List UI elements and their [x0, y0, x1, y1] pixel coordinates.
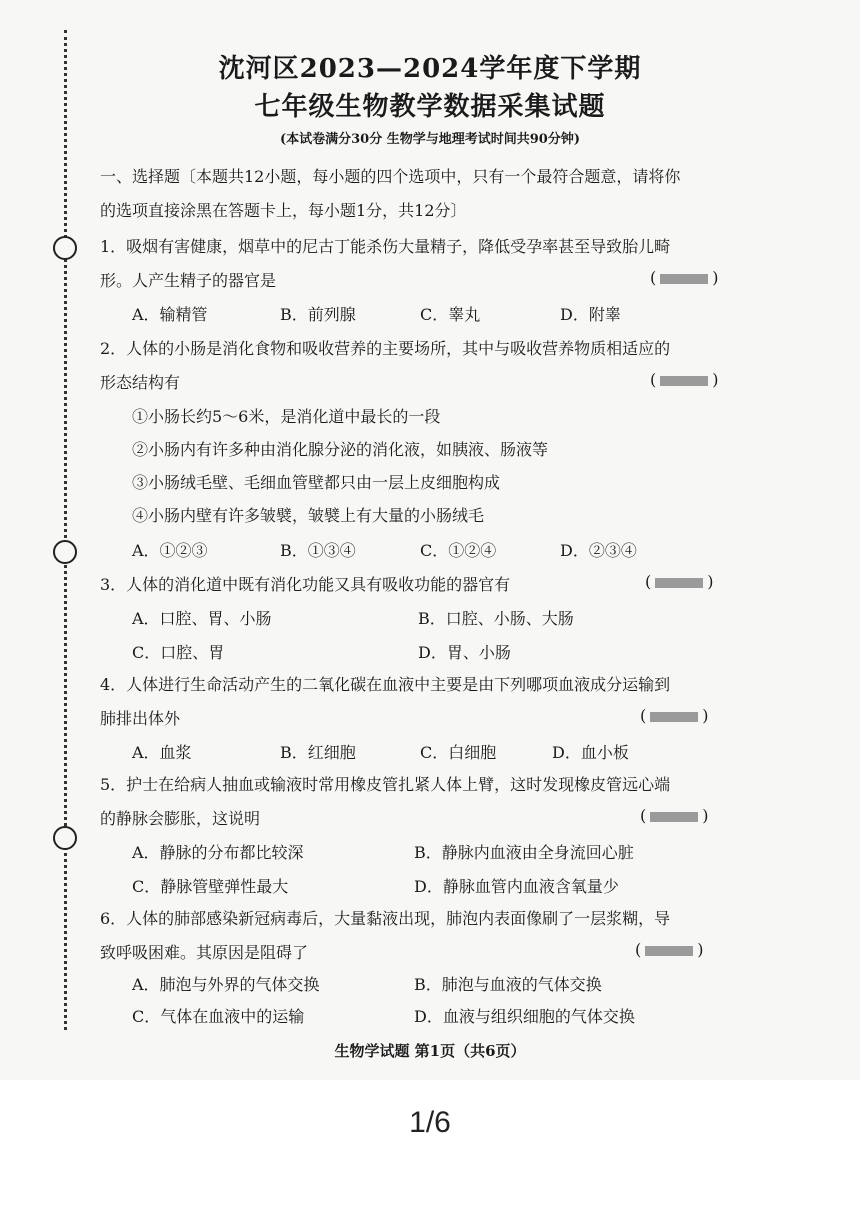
question-text: 5．护士在给病人抽血或输液时常用橡皮管扎紧人体上臂，这时发现橡皮管远心端 — [100, 775, 671, 794]
section-heading: 一、选择题〔本题共12小题，每小题的四个选项中，只有一个最符合题意，请将你 — [100, 167, 681, 186]
option-d: D．血液与组织细胞的气体交换 — [414, 1007, 635, 1026]
question-text: 1．吸烟有害健康，烟草中的尼古丁能杀伤大量精子，降低受孕率甚至导致胎儿畸 — [100, 237, 671, 256]
redaction-mask — [650, 812, 698, 822]
exam-title-line1: 沈河区2023—2024学年度下学期 — [218, 54, 642, 84]
redaction-mask — [660, 274, 708, 284]
option-d: D．静脉血管内血液含氧量少 — [414, 877, 619, 896]
question-text: 的静脉会膨胀，这说明 — [100, 809, 261, 828]
redaction-mask — [655, 578, 703, 588]
question-text: 3．人体的消化道中既有消化功能又具有吸收功能的器官有 — [100, 575, 511, 594]
page-indicator: 1/6 — [409, 1106, 451, 1139]
question-text: 4．人体进行生命活动产生的二氧化碳在血液中主要是由下列哪项血液成分运输到 — [100, 675, 671, 694]
binding-dotted-line — [64, 30, 67, 1030]
binding-hole-icon — [53, 826, 77, 850]
answer-bracket: ( ) — [650, 370, 719, 389]
option-c: C．白细胞 — [420, 743, 497, 762]
option-c: C．静脉管壁弹性最大 — [132, 877, 289, 896]
question-text: 致呼吸困难。其原因是阻碍了 — [100, 943, 309, 962]
option-a: A．①②③ — [132, 541, 208, 560]
option-b: B．红细胞 — [280, 743, 356, 762]
question-text: 肺排出体外 — [100, 709, 181, 728]
option-b: B．静脉内血液由全身流回心脏 — [414, 843, 634, 862]
question-text: 形态结构有 — [100, 373, 181, 392]
option-b: B．口腔、小肠、大肠 — [418, 609, 574, 628]
option-d: D．②③④ — [560, 541, 637, 560]
exam-title-line2: 七年级生物教学数据采集试题 — [254, 92, 606, 122]
option-d: D．血小板 — [552, 743, 629, 762]
option-c: C．睾丸 — [420, 305, 481, 324]
statement-item: ②小肠内有许多种由消化腺分泌的消化液，如胰液、肠液等 — [132, 440, 549, 459]
binding-hole-icon — [53, 236, 77, 260]
option-a: A．肺泡与外界的气体交换 — [132, 975, 320, 994]
binding-hole-icon — [53, 540, 77, 564]
section-heading: 的选项直接涂黑在答题卡上，每小题1分，共12分〕 — [100, 201, 467, 220]
option-b: B．①③④ — [280, 541, 356, 560]
statement-item: ③小肠绒毛壁、毛细血管壁都只由一层上皮细胞构成 — [132, 473, 501, 492]
redaction-mask — [660, 376, 708, 386]
option-a: A．静脉的分布都比较深 — [132, 843, 304, 862]
answer-bracket: ( ) — [640, 706, 709, 725]
exam-note: (本试卷满分30分 生物学与地理考试时间共90分钟) — [279, 132, 580, 147]
option-d: D．胃、小肠 — [418, 643, 511, 662]
answer-bracket: ( ) — [650, 268, 719, 287]
option-b: B．肺泡与血液的气体交换 — [414, 975, 602, 994]
statement-item: ①小肠长约5～6米，是消化道中最长的一段 — [132, 407, 441, 426]
question-text: 2．人体的小肠是消化食物和吸收营养的主要场所，其中与吸收营养物质相适应的 — [100, 339, 671, 358]
answer-bracket: ( ) — [635, 940, 704, 959]
redaction-mask — [645, 946, 693, 956]
redaction-mask — [650, 712, 698, 722]
statement-item: ④小肠内壁有许多皱襞，皱襞上有大量的小肠绒毛 — [132, 506, 485, 525]
option-a: A．血浆 — [132, 743, 192, 762]
answer-bracket: ( ) — [640, 806, 709, 825]
option-d: D．附睾 — [560, 305, 621, 324]
option-c: C．①②④ — [420, 541, 497, 560]
option-a: A．口腔、胃、小肠 — [132, 609, 272, 628]
question-text: 形。人产生精子的器官是 — [100, 271, 277, 290]
answer-bracket: ( ) — [645, 572, 714, 591]
option-a: A．输精管 — [132, 305, 208, 324]
option-c: C．气体在血液中的运输 — [132, 1007, 305, 1026]
page-footer: 生物学试题 第1页（共6页） — [334, 1042, 526, 1060]
option-b: B．前列腺 — [280, 305, 356, 324]
question-text: 6．人体的肺部感染新冠病毒后，大量黏液出现，肺泡内表面像刷了一层浆糊，导 — [100, 909, 671, 928]
option-c: C．口腔、胃 — [132, 643, 225, 662]
